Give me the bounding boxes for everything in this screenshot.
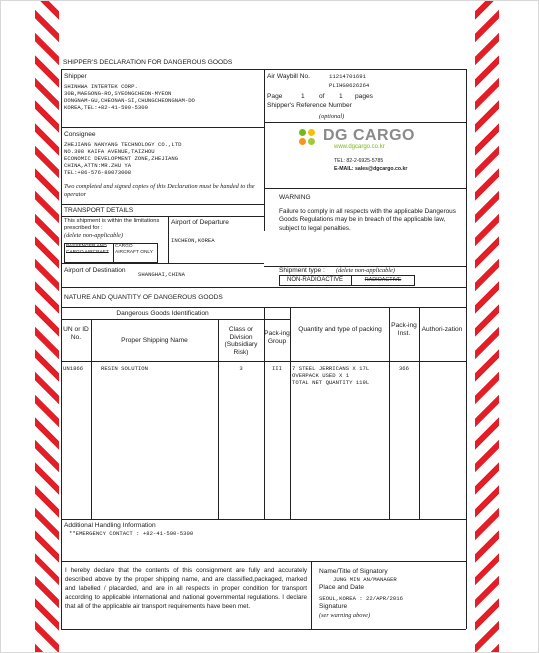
optional-note: (optional) [319, 113, 345, 120]
logo-brand: DG CARGO [323, 127, 415, 144]
row-packing-inst: 366 [398, 365, 410, 372]
col-authorization: Authori-zation [421, 326, 463, 333]
warning-title: WARNING [279, 194, 311, 201]
row-un-number: UN1866 [63, 365, 84, 372]
handling-value: **EMERGENCY CONTACT : +82-41-590-5300 [69, 530, 194, 537]
place-date-value: SEOUL,KOREA : 22/APR/2016 [319, 595, 403, 602]
total-pages: 1 [339, 93, 343, 100]
quantity-line: 7 STEEL JERRICANS X 17L [292, 365, 370, 372]
declaration-form [61, 56, 466, 631]
consignee-line: ZHEJIANG NANYANG TECHNOLOGY CO.,LTD [64, 141, 182, 148]
warning-text: Failure to comply in all respects with the applicable Dangerous Goods Regulations may be in breach of the applicable law, subject to legal penalties. [279, 208, 456, 232]
handling-label: Additional Handling Information [64, 522, 156, 529]
row-class: 3 [239, 365, 243, 372]
row-packing-group: III [271, 365, 283, 372]
consignee-label: Consignee [64, 131, 96, 138]
shipper-line: KOREA,TEL:+82-41-590-5300 [64, 103, 148, 111]
hazard-stripe-left [35, 1, 59, 652]
logo-email: E-MAIL: sales@dgcargo.co.kr [334, 166, 408, 172]
hazard-stripe-right [475, 1, 499, 652]
shipper-line: DONGNAM-GU,CHEONAN-SI,CHUNGCHEONGNAM-DO [64, 96, 195, 104]
consignee-line: CHINA,ATTN:MR.ZHU YA [64, 161, 132, 169]
shipper-label: Shipper [64, 73, 87, 80]
shipment-type-label: Shipment type : [279, 267, 325, 274]
col-un-number: UN or ID No. [63, 326, 89, 341]
page-label: Page [267, 93, 283, 100]
row-proper-shipping-name: RESIN SOLUTION [101, 365, 148, 372]
departure-value: INCHEON,KOREA [171, 237, 215, 244]
logo-tel: TEL: 82-2-6925-5785 [334, 158, 384, 164]
departure-label: Airport of Departure [171, 219, 229, 226]
row-quantity-packing [292, 365, 388, 386]
signatory-value: JUNG MIN AN/MANAGER [333, 576, 397, 583]
shipper-line: SHINHWA INTERTEK CORP. [64, 83, 138, 90]
place-date-label: Place and Date [319, 584, 365, 591]
of-label: of [319, 93, 325, 100]
col-packing-inst: Pack-ing Inst. [391, 322, 417, 337]
transport-title: TRANSPORT DETAILS [64, 207, 134, 214]
pages-label: pages [355, 93, 373, 100]
signature-note: (ser warning above) [319, 612, 371, 619]
copies-note: Two completed and signed copies of this Declaration must be handed to the operator [64, 183, 255, 198]
page-number: 1 [301, 93, 305, 100]
destination-value: SHANGHAI,CHINA [138, 271, 185, 278]
consignee-line: NO.398 KAIFA AVENUE,TAIZHOU [64, 147, 155, 155]
shipper-ref-label: Shipper's Reference Number [267, 102, 352, 109]
quantity-line: TOTAL NET QUANTITY 119L [292, 378, 370, 386]
shipper-line: 30B,MAEGONG-RO,SYEONGCHEON-MYEON [64, 89, 172, 97]
passenger-cargo-option: PASSENGER AND CARGO AIRCRAFT [66, 244, 109, 255]
col-class-division: Class or Division (Subsidiary Risk) [224, 326, 258, 356]
signatory-label: Name/Title of Signatory [319, 568, 388, 575]
consignee-line: TEL:+86-576-80073008 [64, 168, 132, 176]
consignee-address [64, 141, 262, 176]
cargo-only-option: CARGO AIRCRAFT ONLY [115, 244, 153, 255]
consignee-line: ECONOMIC DEVELOPMENT ZONE,ZHEJIANG [64, 154, 179, 162]
dg-cargo-logo-icon [299, 129, 317, 147]
awb-number: 11214701691 [329, 73, 366, 80]
form-title: SHIPPER'S DECLARATION FOR DANGEROUS GOODS [63, 59, 233, 66]
col-proper-shipping-name: Proper Shipping Name [121, 337, 188, 344]
awb-label: Air Waybill No. [267, 73, 310, 80]
signature-label: Signature [319, 603, 348, 610]
limitations-delete-note: (delete non-applicable) [64, 232, 123, 239]
shipment-type-note: (delete non-applicable) [336, 267, 395, 274]
dg-identification-header: Dangerous Goods Identification [116, 310, 209, 317]
non-radioactive-option: NON-RADIOACTIVE [286, 277, 343, 283]
destination-label: Airport of Destination [64, 267, 126, 274]
logo-site: www.dgcargo.co.kr [334, 144, 385, 150]
radioactive-option: RADIOACTIVE [364, 277, 402, 283]
nature-title: NATURE AND QUANTITY OF DANGEROUS GOODS [64, 294, 223, 301]
col-quantity-packing: Quantity and type of packing [298, 326, 382, 333]
shipper-address [64, 83, 259, 111]
col-packing-group: Pack-ing Group [264, 330, 290, 345]
limitations-text: This shipment is within the limitations prescribed for : [64, 218, 160, 231]
quantity-line: OVERPACK USED X 1 [292, 371, 350, 379]
awb-number-2: PLIHG0626264 [329, 82, 370, 89]
declaration-text: I hereby declare that the contents of this consignment are fully and accurately described above by the proper shipping name, and are classified,packaged, marked and labelled / placarded, and are in all respects in proper condition for transport according to applicable international and national governmental regulations. I declare that all of the applicable air transport requirements have been met. [65, 567, 307, 610]
